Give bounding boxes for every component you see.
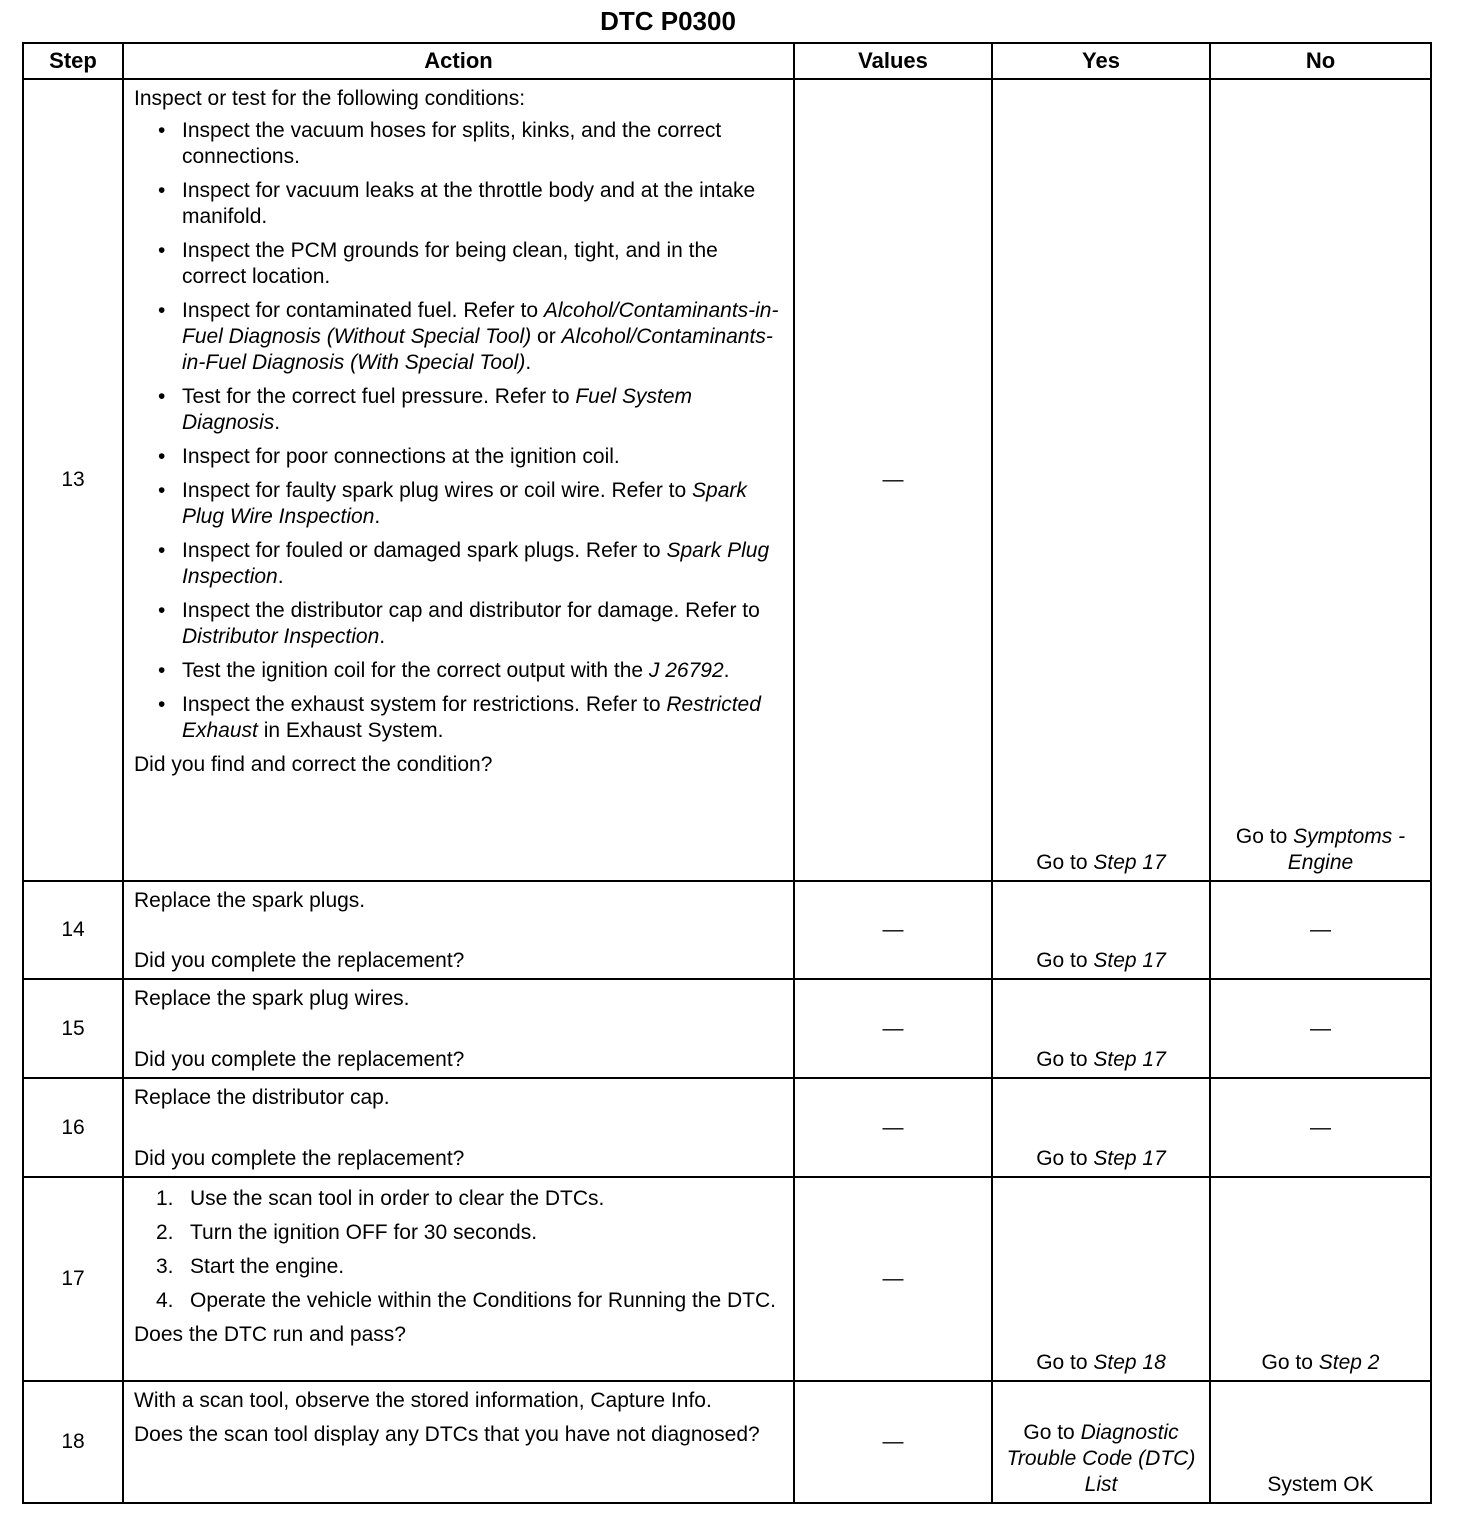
question-text: Did you complete the replacement?: [134, 1147, 465, 1170]
list-item: [134, 1186, 785, 1212]
action-text: With a scan tool, observe the stored information, Capture Info.: [134, 1389, 712, 1412]
action-cell: [123, 979, 794, 1078]
reference-link[interactable]: Alcohol/Contaminants-in-Fuel Diagnosis (With Special Tool): [182, 325, 773, 374]
bullet-icon: •: [158, 539, 166, 562]
question-text: Did you find and correct the condition?: [134, 753, 493, 776]
values-cell: [794, 979, 992, 1078]
reference-link[interactable]: Spark Plug Inspection: [182, 539, 770, 588]
reference-link[interactable]: Symptoms - Engine: [1287, 825, 1406, 874]
values-cell: [794, 881, 992, 979]
yes-answer: [993, 1420, 1209, 1502]
bullet-icon: •: [158, 239, 166, 262]
list-item-text: Inspect the PCM grounds for being clean, tight, and in the correct location.: [182, 239, 718, 288]
action-text: Replace the spark plug wires.: [134, 987, 410, 1010]
action-cell: [123, 79, 794, 881]
step-number: 18: [23, 1381, 123, 1503]
header-no: No: [1210, 43, 1431, 79]
no-cell: [1210, 1177, 1431, 1381]
list-item-text: Inspect the vacuum hoses for splits, kinks, and the correct connections.: [182, 119, 722, 168]
question-text: Does the scan tool display any DTCs that you have not diagnosed?: [134, 1423, 760, 1446]
no-answer-text: Go to: [1235, 825, 1294, 848]
bullet-icon: •: [158, 659, 166, 682]
bullet-icon: •: [158, 599, 166, 622]
step-link[interactable]: Step 17: [1093, 949, 1166, 972]
header-step: Step: [23, 43, 123, 79]
list-item-text: .: [274, 411, 281, 434]
yes-cell: [992, 979, 1210, 1078]
dash-value: —: [1310, 1016, 1331, 1040]
action-intro: Inspect or test for the following conditions:: [134, 87, 526, 110]
action-content: [134, 888, 785, 974]
no-answer: [1211, 824, 1430, 880]
question-text: Did you complete the replacement?: [134, 949, 465, 972]
list-item: [134, 692, 785, 744]
list-item-number: 1.: [156, 1187, 174, 1210]
dash-value: —: [882, 918, 904, 941]
list-item: [134, 118, 785, 170]
yes-cell: [992, 1078, 1210, 1177]
list-item-text: Test for the correct fuel pressure. Refer to: [182, 385, 576, 408]
yes-cell: [992, 79, 1210, 881]
reference-link[interactable]: Diagnostic Trouble Code (DTC) List: [1006, 1421, 1196, 1496]
list-item: [134, 538, 785, 590]
action-cell: [123, 1381, 794, 1503]
bullet-icon: •: [158, 179, 166, 202]
dash-value: —: [1310, 918, 1331, 941]
list-item-text: Start the engine.: [190, 1255, 345, 1278]
yes-answer: [993, 948, 1209, 978]
no-answer: System OK: [1267, 1473, 1374, 1496]
step-number: 15: [23, 979, 123, 1078]
header-action: Action: [123, 43, 794, 79]
table-header-row: [23, 43, 1431, 79]
list-item-text: Inspect for contaminated fuel. Refer to: [182, 299, 544, 322]
list-item-text: Use the scan tool in order to clear the DTCs.: [190, 1187, 605, 1210]
reference-link[interactable]: Alcohol/Contaminants-in-Fuel Diagnosis (Without Special Tool): [182, 299, 779, 348]
page-title: DTC P0300: [600, 6, 736, 36]
bullet-icon: •: [158, 299, 166, 322]
step-link[interactable]: Step 17: [1093, 1147, 1166, 1170]
reference-link[interactable]: Fuel System Diagnosis: [182, 385, 693, 434]
list-item-text: .: [379, 625, 386, 648]
list-item-text: .: [277, 565, 284, 588]
yes-answer-text: Go to: [1036, 949, 1094, 972]
table-row-step-17: [23, 1177, 1431, 1381]
action-cell: [123, 881, 794, 979]
reference-link[interactable]: Distributor Inspection: [182, 625, 380, 648]
procedure-list: [134, 1186, 785, 1314]
table-row-step-18: [23, 1381, 1431, 1503]
list-item-text: Test the ignition coil for the correct output with the: [182, 659, 649, 682]
dash-value: —: [882, 1016, 904, 1040]
yes-answer-text: Go to: [1036, 1351, 1094, 1374]
step-link[interactable]: Step 2: [1318, 1351, 1380, 1374]
header-values: Values: [794, 43, 992, 79]
yes-cell: [992, 1177, 1210, 1381]
action-text: Replace the distributor cap.: [134, 1086, 390, 1109]
yes-answer-text: Go to: [1036, 1048, 1094, 1071]
list-item-number: 4.: [156, 1289, 174, 1312]
table-row-step-16: [23, 1078, 1431, 1177]
list-item: [134, 238, 785, 290]
no-cell: [1210, 1381, 1431, 1503]
list-item-number: 3.: [156, 1255, 174, 1278]
step-link[interactable]: Step 17: [1093, 851, 1166, 874]
list-item: [134, 1220, 785, 1246]
list-item: [134, 1254, 785, 1280]
yes-answer: [993, 850, 1209, 880]
dash-value: —: [1310, 1115, 1331, 1139]
dash-value: —: [882, 468, 904, 491]
yes-answer: [993, 1146, 1209, 1176]
header-yes: Yes: [992, 43, 1210, 79]
step-number: 13: [23, 79, 123, 881]
step-number: 17: [23, 1177, 123, 1381]
dash-value: —: [882, 1430, 904, 1453]
list-item: [134, 384, 785, 436]
no-cell: [1210, 881, 1431, 979]
step-link[interactable]: Step 18: [1093, 1351, 1166, 1374]
list-item-text: or: [531, 325, 562, 348]
action-content: [134, 986, 785, 1073]
list-item-text: Inspect for vacuum leaks at the throttle body and at the intake manifold.: [182, 179, 756, 228]
reference-link[interactable]: Spark Plug Wire Inspection: [182, 479, 747, 528]
list-item-number: 2.: [156, 1221, 174, 1244]
yes-answer: [993, 1047, 1209, 1077]
list-item-text: .: [374, 505, 381, 528]
list-item-text: Turn the ignition OFF for 30 seconds.: [190, 1221, 538, 1244]
values-cell: [794, 79, 992, 881]
yes-answer-text: Go to: [1036, 851, 1094, 874]
list-item: [134, 478, 785, 530]
no-answer-text: Go to: [1261, 1351, 1319, 1374]
values-cell: [794, 1177, 992, 1381]
condition-list: [134, 118, 785, 744]
reference-link[interactable]: Restricted Exhaust: [182, 693, 761, 742]
action-content: [134, 1085, 785, 1172]
table-row-step-13: [23, 79, 1431, 881]
dash-value: —: [882, 1267, 904, 1290]
yes-cell: [992, 1381, 1210, 1503]
list-item: [134, 444, 785, 470]
list-item-text: Inspect the exhaust system for restrictions. Refer to: [182, 693, 667, 716]
values-cell: [794, 1381, 992, 1503]
list-item-text: .: [723, 659, 730, 682]
list-item: [134, 598, 785, 650]
dtc-table: [22, 42, 1432, 1504]
no-cell: [1210, 79, 1431, 881]
bullet-icon: •: [158, 119, 166, 142]
step-number: 14: [23, 881, 123, 979]
no-answer: [1211, 1350, 1430, 1380]
list-item-text: Inspect the distributor cap and distributor for damage. Refer to: [182, 599, 760, 622]
bullet-icon: •: [158, 445, 166, 468]
dash-value: —: [882, 1115, 904, 1139]
yes-answer-text: Go to: [1023, 1421, 1081, 1444]
action-cell: [123, 1177, 794, 1381]
yes-cell: [992, 881, 1210, 979]
action-cell: [123, 1078, 794, 1177]
list-item-text: Inspect for fouled or damaged spark plugs. Refer to: [182, 539, 667, 562]
list-item-text: Inspect for poor connections at the ignition coil.: [182, 445, 620, 468]
yes-answer-text: Go to: [1036, 1147, 1094, 1170]
step-link[interactable]: Step 17: [1093, 1048, 1166, 1071]
bullet-icon: •: [158, 385, 166, 408]
reference-link[interactable]: J 26792: [648, 659, 724, 682]
list-item: [134, 178, 785, 230]
action-text: Replace the spark plugs.: [134, 889, 366, 912]
question-text: Does the DTC run and pass?: [134, 1323, 406, 1346]
no-cell: [1210, 979, 1431, 1078]
yes-answer: [993, 1350, 1209, 1380]
list-item-text: in Exhaust System.: [257, 719, 444, 742]
list-item: [134, 1288, 785, 1314]
no-cell: [1210, 1078, 1431, 1177]
list-item: [134, 298, 785, 376]
step-number: 16: [23, 1078, 123, 1177]
list-item-text: Inspect for faulty spark plug wires or coil wire. Refer to: [182, 479, 693, 502]
bullet-icon: •: [158, 693, 166, 716]
list-item-text: Operate the vehicle within the Conditions for Running the DTC.: [190, 1289, 776, 1312]
table-row-step-14: [23, 881, 1431, 979]
list-item: [134, 658, 785, 684]
question-text: Did you complete the replacement?: [134, 1048, 465, 1071]
list-item-text: .: [525, 351, 532, 374]
table-row-step-15: [23, 979, 1431, 1078]
bullet-icon: •: [158, 479, 166, 502]
values-cell: [794, 1078, 992, 1177]
